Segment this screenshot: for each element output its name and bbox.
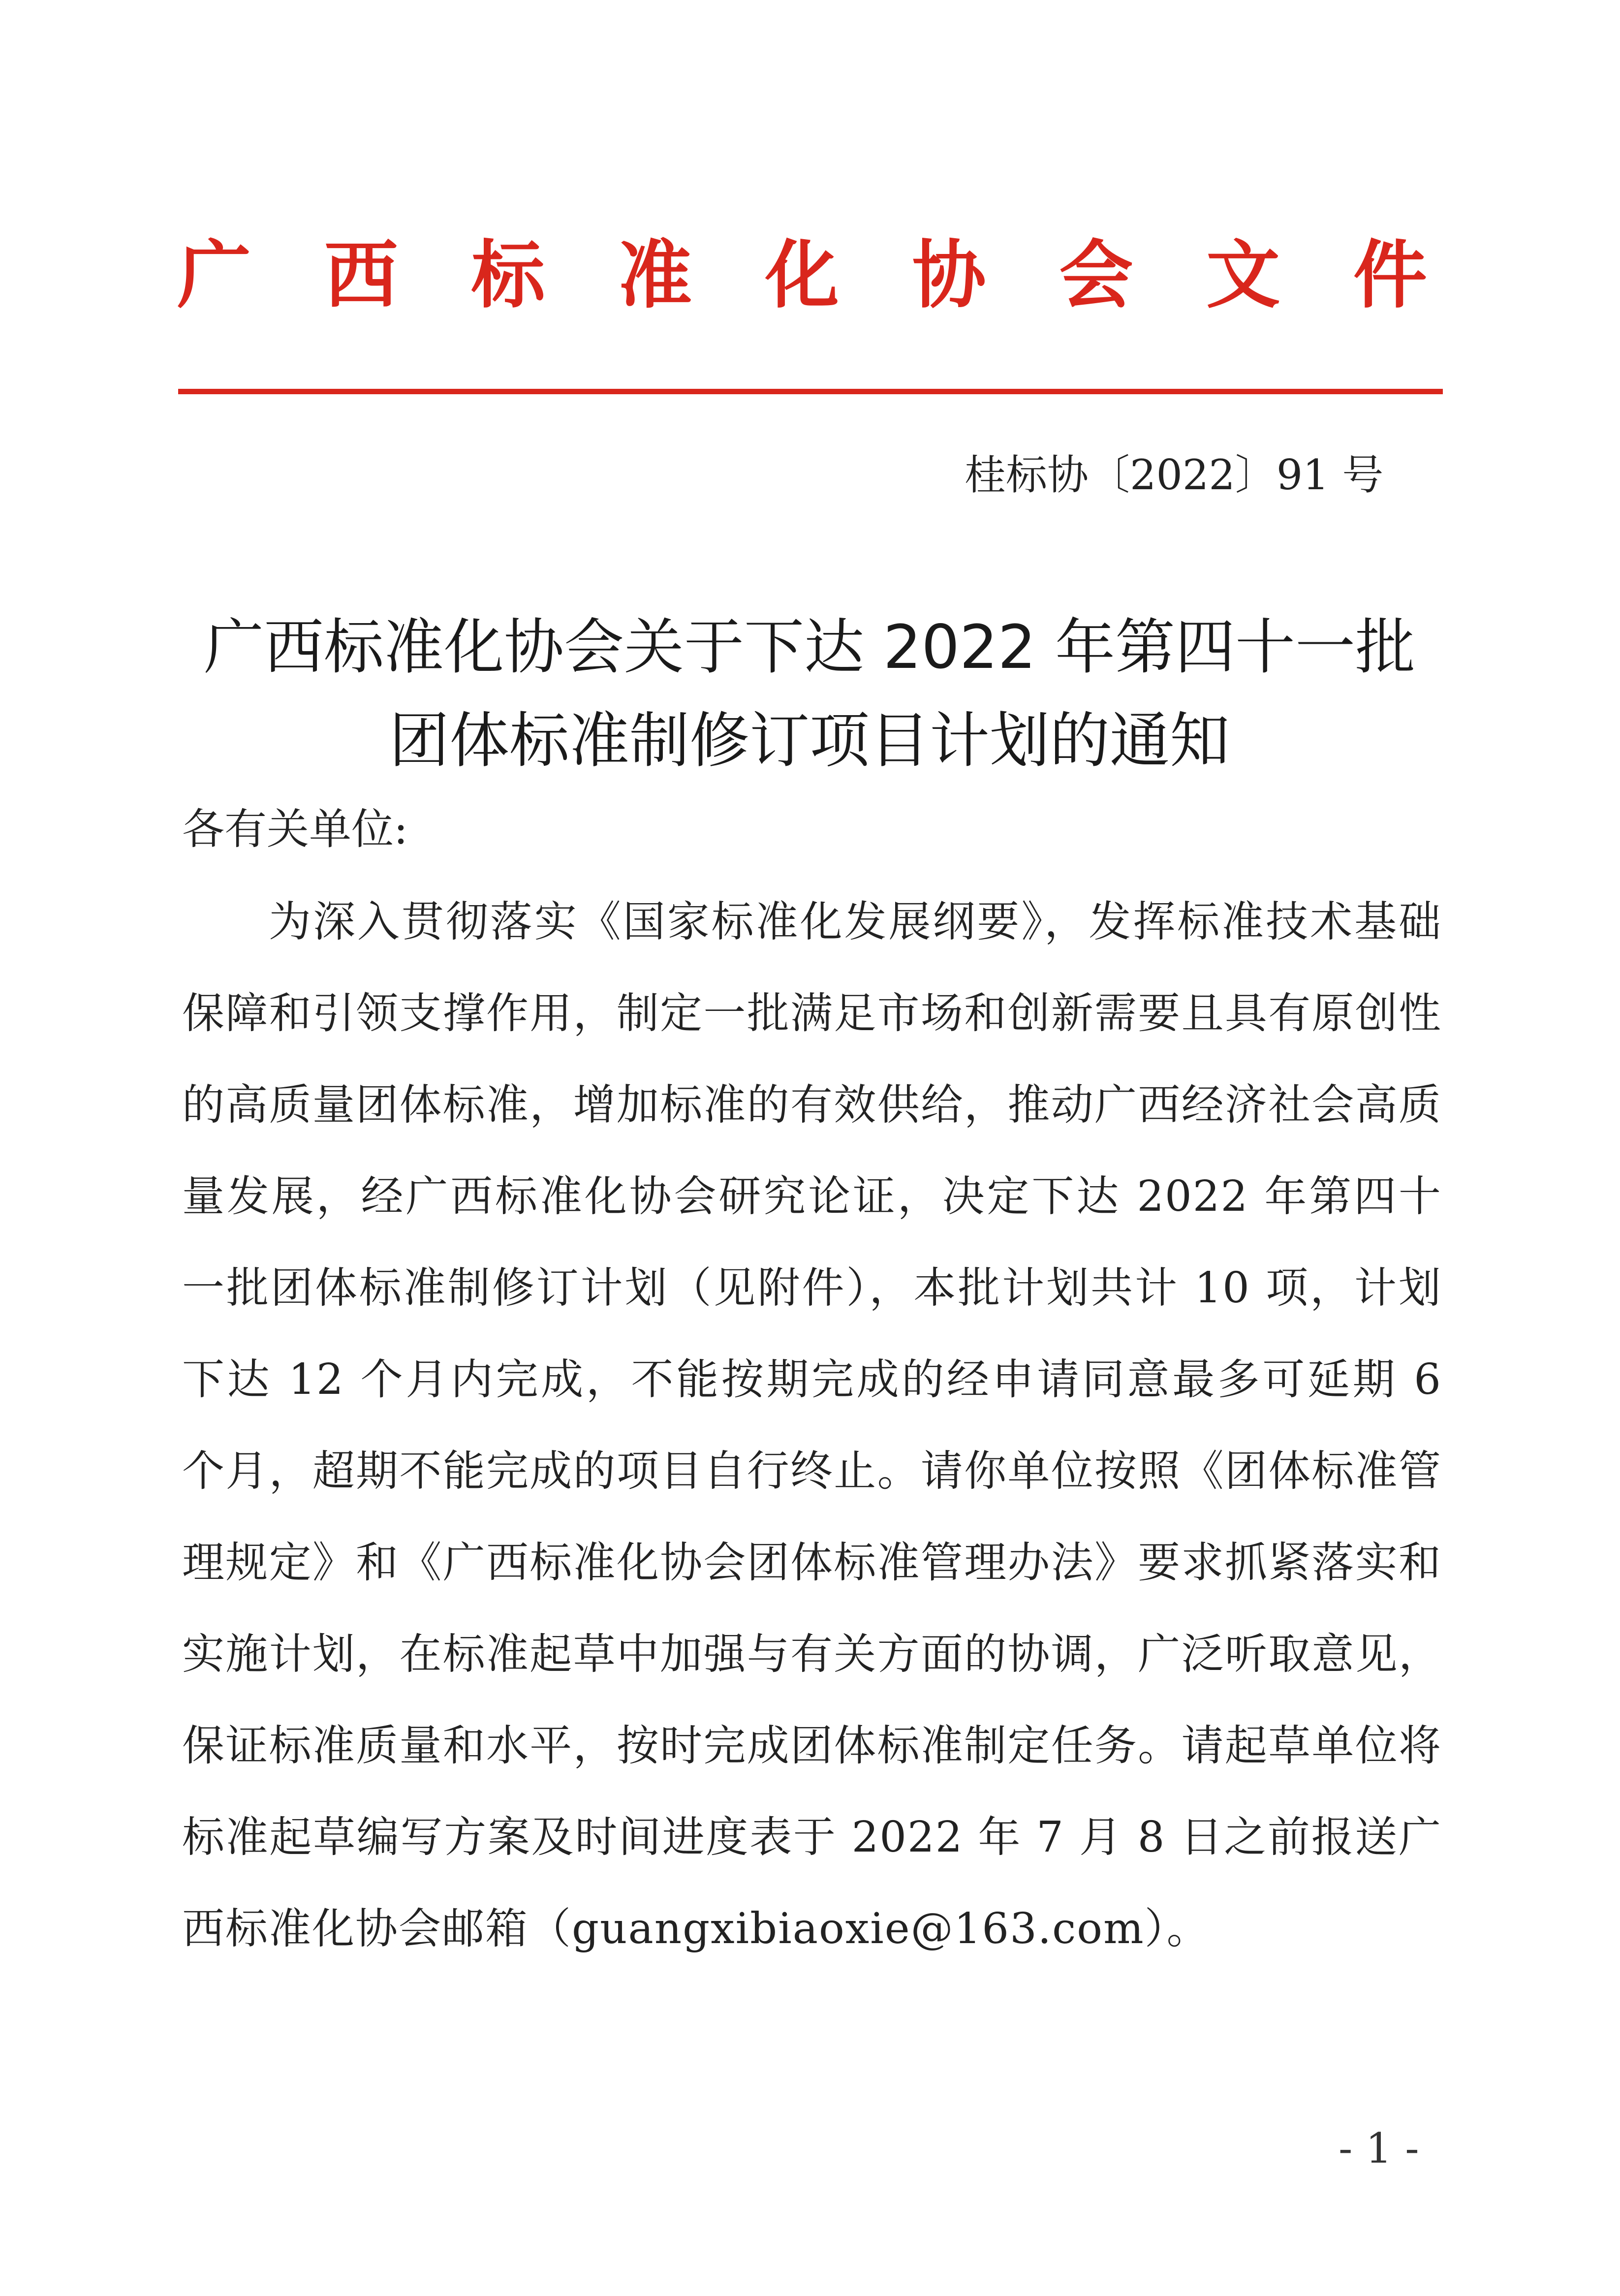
notice-title [162, 600, 1457, 787]
salutation: 各有关单位: [182, 805, 408, 854]
document-header [177, 231, 1427, 320]
header-char: 西 [324, 233, 398, 318]
header-char: 广 [177, 233, 251, 318]
header-divider [178, 389, 1443, 394]
page-number: - 1 - [1339, 2124, 1419, 2172]
body-paragraph: 为深入贯彻落实《国家标准化发展纲要》，发挥标准技术基础保障和引领支撑作用，制定一批满足市场和创新需要且具有原创性的高质量团体标准，增加标准的有效供给，推动广西经济社会高质量发展，经广西标准化协会研究论证，决定下达 2022 年第四十一批团体标准制修订计划（见附件），本批计划共计 10 项，计划下达 12 个月内完成，不能按期完成的经申请同意最多可延期 6 个月，超期不能完成的项目自行终止。请你单位按照《团体标准管理规定》和《广西标准化协会团体标准管理办法》要求抓紧落实和实施计划，在标准起草中加强与有关方面的协调，广泛听取意见，保证标准质量和水平，按时完成团体标准制定任务。请起草单位将标准起草编写方案及时间进度表于 2022 年 7 月 8 日之前报送广西标准化协会邮箱（guangxibiaoxie@163.com）。 [182, 897, 1442, 1953]
title-line-1: 广西标准化协会关于下达 2022 年第四十一批 [203, 612, 1416, 682]
header-char: 协 [912, 233, 986, 318]
header-char: 件 [1353, 233, 1427, 318]
header-char: 准 [618, 233, 692, 318]
header-char: 标 [471, 233, 545, 318]
title-line-2: 团体标准制修订项目计划的通知 [389, 706, 1230, 776]
header-char: 文 [1206, 233, 1280, 318]
document-number: 桂标协〔2022〕91 号 [965, 451, 1384, 499]
header-char: 会 [1059, 233, 1133, 318]
header-char: 化 [765, 233, 839, 318]
